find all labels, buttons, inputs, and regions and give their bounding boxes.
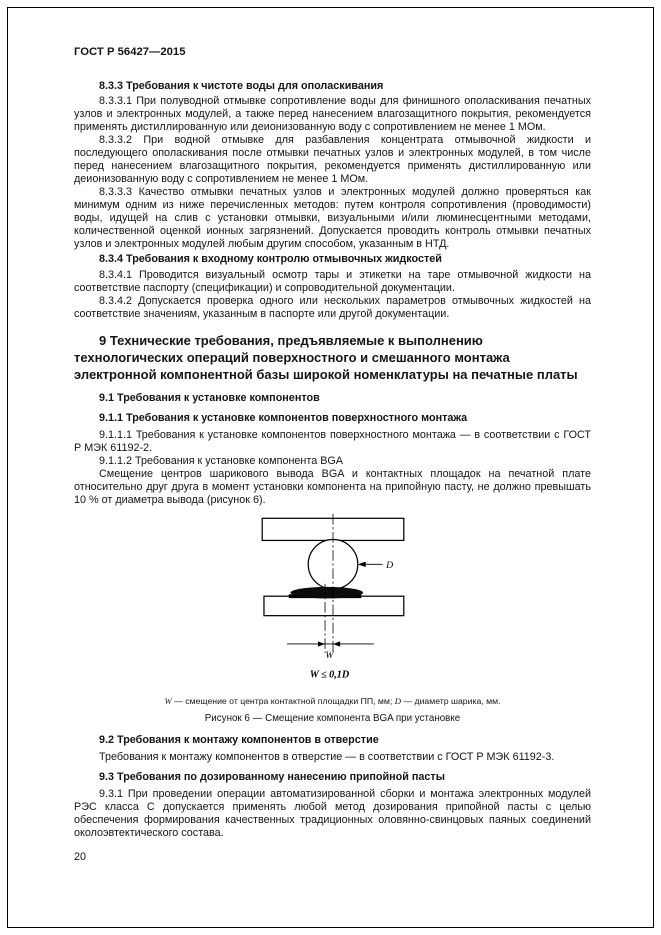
figure-legend xyxy=(74,696,591,707)
para-9-1-1-2: 9.1.1.2 Требования к установке компонента BGA xyxy=(99,454,344,467)
para-8-3-4-1: 8.3.4.1 Проводится визуальный осмотр тары и этикетки на таре отмывочной жидкости на соответствие паспорту (спецификации) и сопроводительной документации. xyxy=(74,268,591,294)
page-number: 20 xyxy=(74,851,87,863)
para-8-3-4-2: 8.3.4.2 Допускается проверка одного или нескольких параметров отмывочных жидкостей на соответствие значениям, указанным в паспорте или другой документации. xyxy=(74,294,591,320)
heading-8-3-4: 8.3.4 Требования к входному контролю отмывочных жидкостей xyxy=(99,253,442,266)
para-8-3-3-3: 8.3.3.3 Качество отмывки печатных узлов и электронных модулей должно проверяться как минимум одним из ниже перечисленных методов: путем контроля сопротивления (проводимости) воды, идущей на слив с установки отмывки, визуальными и/или люминесцентными методами, количественной оценкой ионных загрязнений. Допускается проводить контроль отмывки печатных узлов и электронных модулей любым другим способом, указанным в НТД. xyxy=(74,186,591,251)
para-8-3-3-1: 8.3.3.1 При полуводной отмывке сопротивление воды для финишного ополаскивания печатных узлов и электронных модулей, а также перед нанесением влагозащитного покрытия, рекомендуется применять дистиллированную или деионизованную воду с сопротивлением не менее 1 МОм. xyxy=(74,94,591,133)
heading-9-1-1: 9.1.1 Требования к установке компонентов поверхностного монтажа xyxy=(99,411,468,424)
dim-d-arrow xyxy=(357,562,365,567)
heading-9-2: 9.2 Требования к монтажу компонентов в отверстие xyxy=(99,734,379,747)
dim-w-arrow-left xyxy=(317,641,324,646)
para-9-2: Требования к монтажу компонентов в отверстие — в соответствии с ГОСТ Р МЭК 61192-3. xyxy=(99,751,555,764)
figure-caption: Рисунок 6 — Смещение компонента BGA при установке xyxy=(204,712,461,724)
bga-placement-diagram xyxy=(200,513,466,690)
heading-9-1: 9.1 Требования к установке компонентов xyxy=(99,392,320,405)
solder-paste xyxy=(290,587,363,599)
pcb-board xyxy=(263,596,403,615)
dim-d-label: D xyxy=(385,559,393,571)
heading-9-3: 9.3 Требования по дозированному нанесению припойной пасты xyxy=(99,770,445,783)
heading-9: 9 Технические требования, предъявляемые к выполнению технологических операций поверхностного и смешанного монтажа электронной компонентной базы широкой номенклатуры на печатные платы xyxy=(74,332,578,382)
heading-8-3-3: 8.3.3 Требования к чистоте воды для ополаскивания xyxy=(99,79,384,92)
para-8-3-3-2: 8.3.3.2 При водной отмывке для разбавления концентрата отмывочной жидкости и последующего ополаскивания после отмывки печатных узлов и электронных модулей, в том числе перед нанесением влагозащитного покрытия, рекомендуется применять дистиллированную или деионизованную воду с сопротивлением не менее 1 МОм. xyxy=(74,133,591,186)
dim-w-formula: W ≤ 0,1D xyxy=(309,669,349,681)
para-9-offset: Смещение центров шарикового вывода BGA и контактных площадок на печатной плате относительно друг друга в момент установки компонента на припойную пасту, не должно превышать 10 % от диаметра вывода (рисунок 6). xyxy=(74,467,591,506)
para-9-1-1-1: 9.1.1.1 Требования к установке компонентов поверхностного монтажа — в соответствии с ГОСТ Р МЭК 61192-2. xyxy=(74,428,591,454)
dim-w-arrow-right xyxy=(333,641,340,646)
legend-d-var: D xyxy=(394,696,401,707)
figure-6 xyxy=(74,513,591,694)
doc-number: ГОСТ Р 56427—2015 xyxy=(74,46,186,58)
page-content xyxy=(8,8,653,927)
legend-w-var: W xyxy=(164,696,172,707)
legend-d-text: — диаметр шарика, мм. xyxy=(400,696,501,707)
page-frame xyxy=(7,7,654,928)
dim-w-label: W xyxy=(324,650,334,662)
para-9-3-1: 9.3.1 При проведении операции автоматизированной сборки и монтажа электронных модулей РЭС класса С допускается применять любой метод дозирования припойной пасты с целью обеспечения формирования качественных традиционных оловянно-свинцовых паяных соединений околоэвтектического состава. xyxy=(74,787,591,839)
legend-w-text: — смещение от центра контактной площадки ПП, мм; xyxy=(171,696,395,707)
